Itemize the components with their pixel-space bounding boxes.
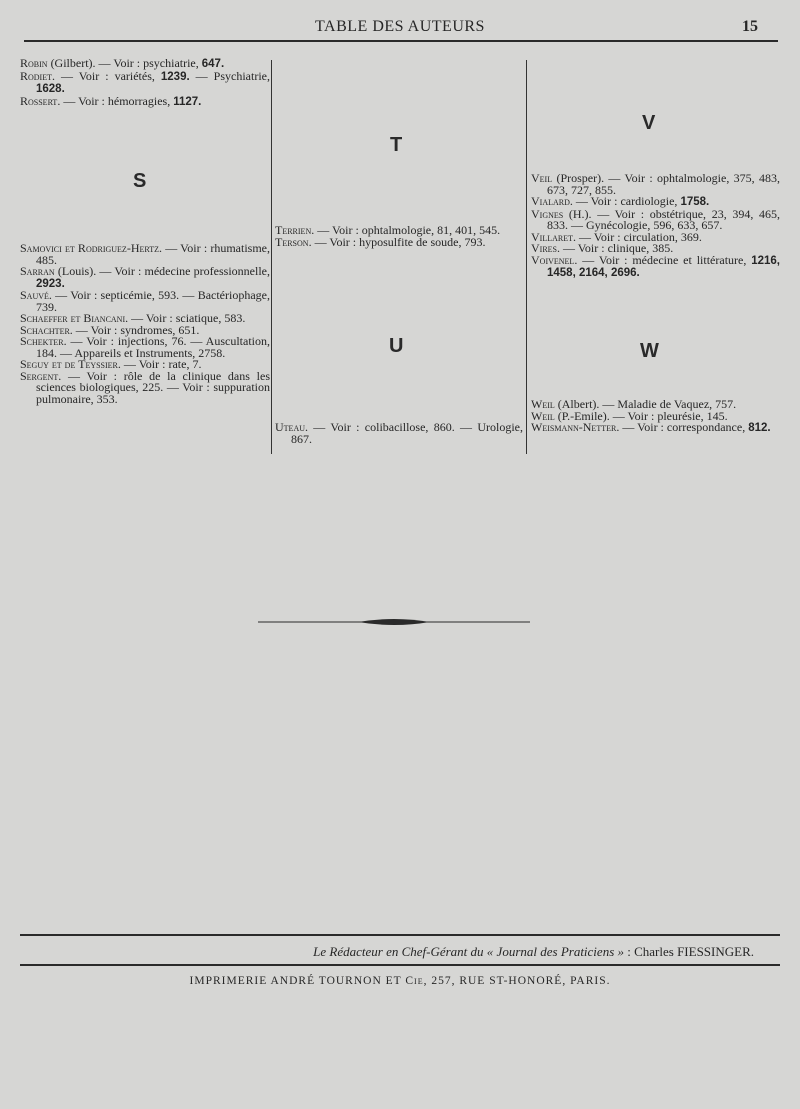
author-name: Uteau xyxy=(275,420,305,434)
section-letter-u: U xyxy=(389,335,404,357)
column-divider-2 xyxy=(526,60,527,454)
author-name: Schaeffer et Biancani xyxy=(20,311,126,325)
author-name: Samovici et Rodriguez-Hertz xyxy=(20,241,160,255)
entry-text: . — Voir : ophtalmologie, 81, 401, 545. xyxy=(311,223,501,237)
index-entry xyxy=(275,422,523,445)
ornament-divider xyxy=(258,614,530,630)
author-name: Rodiet xyxy=(20,68,52,83)
footer-rule-top xyxy=(20,934,780,936)
entry-text: (Gilbert). — Voir : psychiatrie, xyxy=(47,56,202,70)
left-column xyxy=(20,58,270,108)
entry-text: . — Voir : colibacillose, 860. — Urologie, 867. xyxy=(291,420,523,446)
page-ref-bold: 1758. xyxy=(680,196,710,208)
section-letter-s: S xyxy=(133,170,147,192)
entry-text: — Psychiatrie, xyxy=(189,68,270,83)
author-name: Sarran xyxy=(20,264,55,278)
author-name: Vignes xyxy=(531,206,564,221)
index-entry xyxy=(275,234,523,249)
author-name: Vialard xyxy=(531,194,570,208)
author-name: Terrien xyxy=(275,223,312,237)
entry-text: . — Voir : circulation, 369. xyxy=(573,229,702,244)
middle-column-t-entries xyxy=(275,225,523,248)
author-name: Weil xyxy=(531,408,555,423)
author-name: Seguy et de Teyssier xyxy=(20,357,118,371)
index-entry xyxy=(531,422,780,435)
section-letter-t: T xyxy=(390,134,403,156)
entry-text: (P.-Emile). — Voir : pleurésie, 145. xyxy=(554,408,728,423)
page-ref-bold: 1239. xyxy=(160,70,190,83)
column-divider-1 xyxy=(271,60,272,454)
entry-text: . — Voir : correspondance, xyxy=(616,420,749,434)
page-ref-bold: 812. xyxy=(748,422,771,434)
section-letter-w: W xyxy=(640,340,659,362)
index-entry xyxy=(20,93,270,109)
author-name: Schachter xyxy=(20,322,70,337)
index-entry xyxy=(531,173,780,196)
author-name: Villaret xyxy=(531,229,573,244)
index-entry xyxy=(20,290,270,313)
index-entry xyxy=(531,252,780,280)
entry-text: . — Voir : rôle de la clinique dans les sciences biologiques, 225. — Voir : suppuration pulmonaire, 353. xyxy=(36,368,270,406)
redacteur-line xyxy=(313,944,754,960)
footer-rule-bottom xyxy=(20,964,780,966)
author-name: Veil xyxy=(531,171,553,185)
entry-text: . — Voir : hyposulfite de soude, 793. xyxy=(308,234,486,249)
section-letter-v: V xyxy=(642,112,656,134)
entry-text: . — Voir : hémorragies, xyxy=(57,93,174,108)
author-name: Vires xyxy=(531,241,558,255)
entry-text: (Prosper). — Voir : ophtalmologie, 375, 483, 673, 727, 855. xyxy=(547,171,780,197)
index-entry xyxy=(20,266,270,290)
entry-text: . — Voir : cardiologie, xyxy=(569,194,681,208)
entry-text: . — Voir : clinique, 385. xyxy=(557,241,674,255)
redacteur-title: Le Rédacteur en Chef-Gérant du « Journal des Praticiens » xyxy=(313,944,628,959)
index-entry xyxy=(20,368,270,406)
entry-text: . — Voir : rate, 7. xyxy=(117,357,202,371)
author-name: Sauvé xyxy=(20,288,49,302)
page-number: 15 xyxy=(742,18,758,35)
entry-text: . — Voir : injections, 76. — Auscultation, 184. — Appareils et Instruments, 2758. xyxy=(36,334,270,360)
right-column-v-entries xyxy=(531,173,780,280)
entry-text: . — Voir : rhumatisme, 485. xyxy=(36,241,270,267)
entry-text: (H.). — Voir : obstétrique, 23, 394, 465, 833. — Gynécologie, 596, 633, 657. xyxy=(547,206,780,232)
author-name: Schekter xyxy=(20,334,64,348)
header-rule xyxy=(24,40,778,42)
entry-text: . — Voir : médecine et littérature, xyxy=(574,252,752,267)
author-name: Rossert xyxy=(20,93,58,108)
index-entry xyxy=(20,68,270,96)
printer-line: IMPRIMERIE ANDRÉ TOURNON ET Cie, 257, RUE ST-HONORÉ, PARIS. xyxy=(189,975,611,987)
author-name: Sergent xyxy=(20,368,59,383)
index-entry xyxy=(531,206,780,232)
page-title: TABLE DES AUTEURS xyxy=(315,18,485,35)
entry-text: (Albert). — Maladie de Vaquez, 757. xyxy=(554,397,737,411)
middle-column-u-entries xyxy=(275,422,523,445)
entry-text: . — Voir : variétés, xyxy=(52,68,161,83)
page-ref-bold: 1127. xyxy=(173,95,202,108)
entry-text: . — Voir : sciatique, 583. xyxy=(125,311,246,325)
entry-text: . — Voir : septicémie, 593. — Bactériophage, 739. xyxy=(36,288,270,314)
index-entry xyxy=(20,243,270,266)
page-ref-bold: 647. xyxy=(201,58,225,70)
redacteur-name: : Charles FIESSINGER. xyxy=(627,944,754,959)
author-name: Weismann-Netter xyxy=(531,420,617,434)
author-name: Robin xyxy=(20,56,48,70)
page-ref-bold: 2923. xyxy=(36,277,65,290)
left-column-s-entries xyxy=(20,243,270,405)
right-column-w-entries xyxy=(531,399,780,435)
entry-text: . — Voir : syndromes, 651. xyxy=(69,322,200,337)
page-ref-bold: 1216, 1458, 2164, 2696. xyxy=(547,254,780,279)
page-ref-bold: 1628. xyxy=(36,83,65,95)
author-name: Terson xyxy=(275,234,309,249)
index-entry xyxy=(20,336,270,359)
entry-text: (Louis). — Voir : médecine professionnelle, xyxy=(54,264,270,278)
author-name: Weil xyxy=(531,397,555,411)
author-name: Voivenel xyxy=(531,252,575,267)
